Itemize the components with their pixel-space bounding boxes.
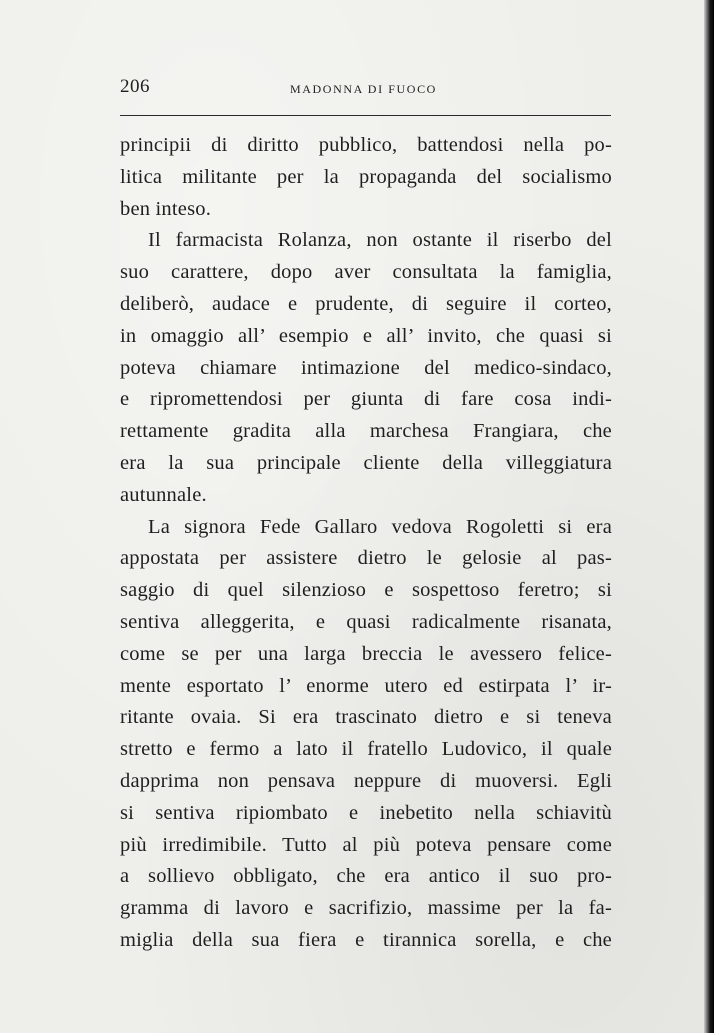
text-line: ben inteso. (120, 197, 212, 220)
text-line: ritante ovaia. Si era trascinato dietro e si teneva (120, 706, 612, 729)
text-line: stretto e fermo a lato il fratello Ludovico, il quale (120, 738, 612, 761)
text-line: deliberò, audace e prudente, di seguire il corteo, (120, 292, 612, 315)
text-line: era la sua principale cliente della villeggiatura (120, 451, 612, 474)
text-line: si sentiva ripiombato e inebetito nella schiavitù (120, 801, 612, 824)
text-line: gramma di lavoro e sacrifizio, massime per la fa- (120, 897, 612, 920)
page-number: 206 (120, 76, 150, 97)
text-line: dapprima non pensava neppure di muoversi. Egli (120, 769, 612, 792)
page-header (120, 76, 610, 100)
text-line: a sollievo obbligato, che era antico il suo pro- (120, 865, 612, 888)
header-rule (120, 115, 611, 116)
text-line: rettamente gradita alla marchesa Frangiara, che (120, 420, 612, 443)
text-line: appostata per assistere dietro le gelosie al pas- (120, 547, 612, 570)
text-line: autunnale. (120, 483, 207, 506)
text-line: suo carattere, dopo aver consultata la famiglia, (120, 261, 612, 284)
running-title: MADONNA DI FUOCO (290, 82, 437, 96)
text-line: più irredimibile. Tutto al più poteva pensare come (120, 833, 612, 856)
text-line: in omaggio all’ esempio e all’ invito, che quasi si (120, 324, 612, 347)
text-line: sentiva alleggerita, e quasi radicalmente risanata, (120, 610, 612, 633)
text-line: e ripromettendosi per giunta di fare cosa indi- (120, 388, 612, 411)
text-line: saggio di quel silenzioso e sospettoso feretro; si (120, 579, 612, 602)
text-line: La signora Fede Gallaro vedova Rogoletti si era (148, 515, 612, 538)
text-line: poteva chiamare intimazione del medico-sindaco, (120, 356, 612, 379)
text-line: miglia della sua fiera e tirannica sorella, e che (120, 928, 612, 951)
text-line: come se per una larga breccia le avessero felice- (120, 642, 612, 665)
text-line: Il farmacista Rolanza, non ostante il riserbo del (148, 229, 612, 252)
body-text (120, 130, 612, 957)
page-edge-shadow (704, 0, 714, 1033)
text-line: mente esportato l’ enorme utero ed estirpata l’ ir- (120, 674, 612, 697)
text-line: litica militante per la propaganda del socialismo (120, 165, 612, 188)
text-line: principii di diritto pubblico, battendosi nella po- (120, 134, 612, 156)
